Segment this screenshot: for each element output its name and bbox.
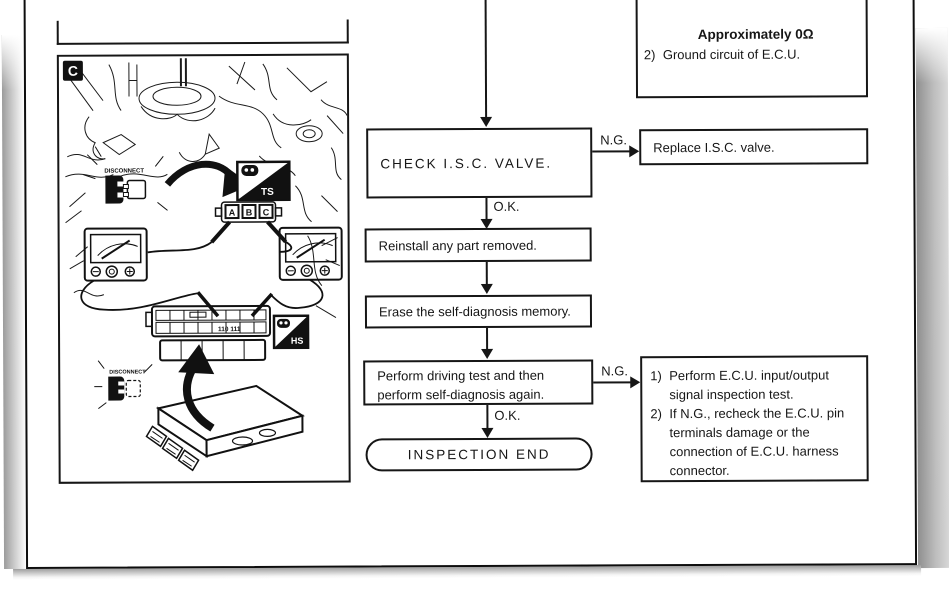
ok-label-2: O.K. [494, 407, 521, 423]
page-right-shadow [916, 28, 949, 568]
flow-arrow-entry [484, 0, 487, 118]
disconnect-label-bottom: DISCONNECT [109, 369, 146, 376]
multimeter-left [85, 228, 147, 280]
terminal-b-label: B [245, 207, 253, 218]
flow-arrow-ng-2 [593, 381, 631, 383]
step-driving-test [363, 359, 593, 405]
ecu-action-2-text: If N.G., recheck the E.C.U. pin terminals damage or the connection of E.C.U. harness connector. [669, 405, 845, 479]
step-erase-memory-label: Erase the self-diagnosis memory. [378, 303, 571, 320]
spec-item-text: Ground circuit of E.C.U. [662, 46, 801, 63]
flow-arrow-3 [486, 328, 488, 350]
step-driving-test-line1: Perform driving test and then [377, 367, 545, 384]
abc-connector [215, 202, 281, 222]
panel-label-badge [63, 61, 83, 81]
spec-box-ground-circuit [635, 0, 868, 98]
flow-arrow-ok-2 [486, 405, 488, 429]
page-left-shadow [2, 35, 26, 569]
terminator-inspection-end [366, 437, 593, 471]
ecu-action-1-text: Perform E.C.U. input/output signal inspection test. [669, 367, 829, 403]
hs-tool-icon [274, 316, 308, 348]
multimeter-right [280, 228, 342, 280]
disconnect-icon-bottom [94, 360, 152, 408]
step-reinstall-parts-label: Reinstall any part removed. [378, 237, 537, 253]
ts-tool-icon [237, 162, 289, 200]
step-check-isc-valve-label: CHECK I.S.C. VALVE. [380, 155, 553, 171]
ok-label-1: O.K. [493, 198, 520, 214]
ts-icon-label: TS [261, 186, 274, 198]
cutoff-figure-box [57, 20, 349, 45]
step-check-isc-valve [366, 127, 592, 198]
ecu-pin-numbers-label: 110 111 [218, 326, 241, 334]
panel-label: C [67, 62, 78, 79]
step-reinstall-parts [365, 227, 592, 262]
test-probe-wires [148, 222, 292, 253]
terminal-c-label: C [262, 207, 270, 218]
action-ecu-recheck-box [640, 355, 869, 482]
action-replace-isc-valve [639, 128, 868, 165]
ng-label-1: N.G. [600, 132, 627, 148]
hs-icon-label: HS [290, 335, 304, 346]
flow-arrow-ok-1 [485, 198, 487, 220]
action-replace-isc-valve-label: Replace I.S.C. valve. [653, 139, 775, 155]
ecu-unit-drawing [146, 386, 302, 471]
step-driving-test-line2: perform self-diagnosis again. [377, 386, 545, 403]
terminator-inspection-end-label: INSPECTION END [407, 446, 551, 463]
disconnect-label-top: DISCONNECT [104, 168, 145, 175]
ecu-action-1-number: 1) [650, 368, 662, 384]
illustration-panel [57, 54, 351, 484]
flow-arrow-ng-1 [592, 150, 630, 152]
spec-item-number: 2) [643, 47, 656, 63]
meter-loop-wires [81, 280, 322, 317]
step-erase-memory [365, 294, 592, 328]
terminal-a-label: A [228, 207, 236, 218]
manual-page [23, 0, 917, 569]
engine-illustration [59, 56, 349, 482]
ng-label-2: N.G. [601, 363, 628, 379]
ecu-action-2-number: 2) [650, 406, 662, 422]
spec-approx-value: Approximately 0Ω [697, 26, 814, 43]
flow-arrow-2 [486, 262, 488, 285]
